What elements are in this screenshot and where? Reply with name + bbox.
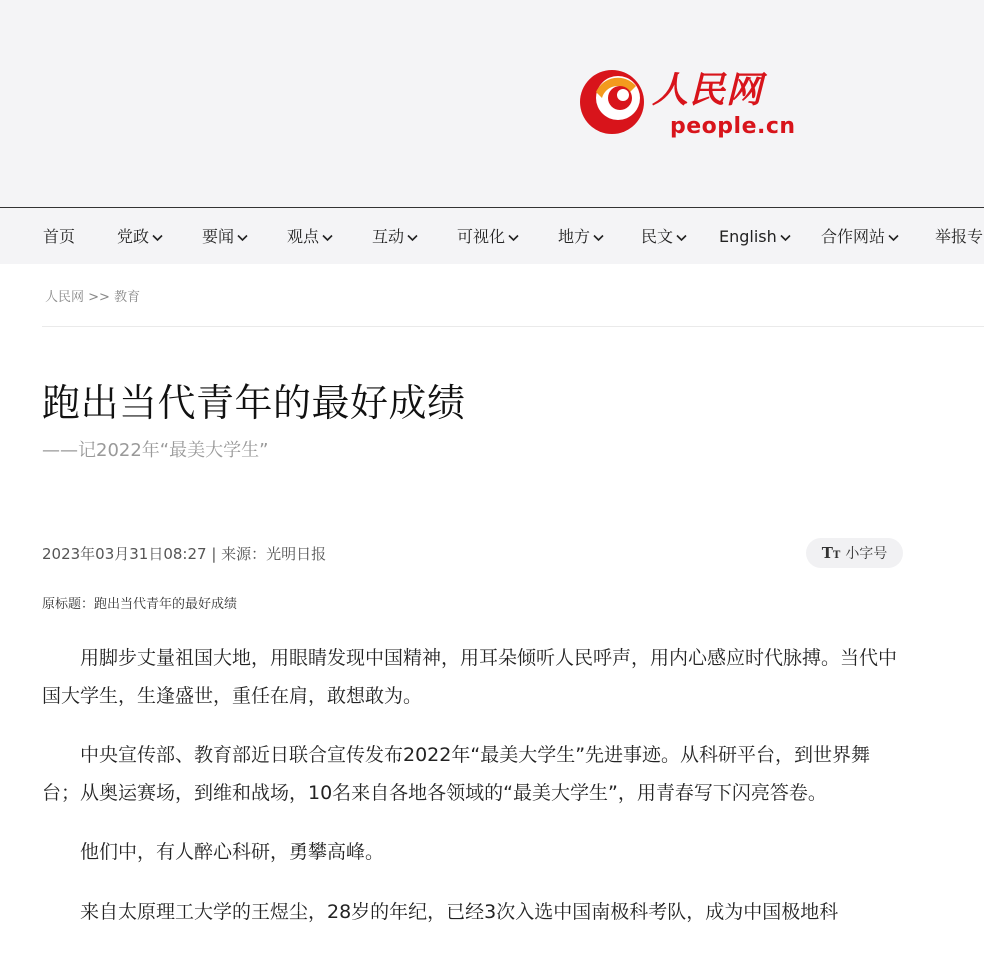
nav-label: 观点 xyxy=(287,227,320,246)
nav-label: 民文 xyxy=(641,227,674,246)
original-title: 原标题：跑出当代青年的最好成绩 xyxy=(42,597,238,612)
article-paragraph: 他们中，有人醉心科研，勇攀高峰。 xyxy=(80,841,385,863)
site-header xyxy=(0,0,984,207)
chevron-down-icon xyxy=(780,234,791,242)
people-logo[interactable] xyxy=(576,60,796,140)
main-nav xyxy=(0,207,984,264)
chevron-down-icon xyxy=(676,234,687,242)
logo-emblem-icon xyxy=(576,64,650,138)
nav-label: 要闻 xyxy=(202,227,235,246)
article-paragraph: 中央宣传部、教育部近日联合宣传发布2022年“最美大学生”先进事迹。从科研平台，到世界舞台；从奥运赛场，到维和战场，10名来自各地各领域的“最美大学生”，用青春写下闪亮答卷。 xyxy=(42,744,871,804)
nav-item-local[interactable] xyxy=(558,208,604,264)
nav-label: 举报专 xyxy=(935,227,984,246)
font-size-button[interactable] xyxy=(806,538,903,568)
article-meta: 2023年03月31日08:27 | 来源：光明日报 xyxy=(42,545,327,563)
breadcrumb-home-link[interactable]: 人民网 xyxy=(45,290,85,305)
nav-item-home[interactable] xyxy=(43,208,75,264)
article-subtitle: ——记2022年“最美大学生” xyxy=(42,440,269,461)
nav-item-news[interactable] xyxy=(202,208,248,264)
nav-label: 地方 xyxy=(558,227,591,246)
nav-label: English xyxy=(719,227,777,246)
chevron-down-icon xyxy=(593,234,604,242)
article-body xyxy=(42,640,904,953)
chevron-down-icon xyxy=(152,234,163,242)
nav-item-visual[interactable] xyxy=(457,208,519,264)
chevron-down-icon xyxy=(322,234,333,242)
text-size-icon: TT xyxy=(821,544,841,562)
nav-item-report[interactable] xyxy=(935,208,983,264)
chevron-down-icon xyxy=(508,234,519,242)
nav-item-opinion[interactable] xyxy=(287,208,333,264)
nav-label: 首页 xyxy=(43,227,76,246)
chevron-down-icon xyxy=(237,234,248,242)
logo-text-en: people.cn xyxy=(670,114,796,139)
nav-item-ethnic[interactable] xyxy=(641,208,687,264)
chevron-down-icon xyxy=(888,234,899,242)
breadcrumb-separator: >> xyxy=(88,290,110,305)
nav-item-english[interactable] xyxy=(719,208,791,264)
nav-label: 互动 xyxy=(372,227,405,246)
article-paragraph: 来自太原理工大学的王煜尘，28岁的年纪，已经3次入选中国南极科考队，成为中国极地科 xyxy=(80,900,839,923)
nav-label: 合作网站 xyxy=(821,227,886,246)
article-title: 跑出当代青年的最好成绩 xyxy=(42,381,466,425)
chevron-down-icon xyxy=(407,234,418,242)
article-paragraph: 用脚步丈量祖国大地，用眼睛发现中国精神，用耳朵倾听人民呼声，用内心感应时代脉搏。当代中国大学生，生逢盛世，重任在肩，敢想敢为。 xyxy=(42,647,898,707)
breadcrumb xyxy=(45,286,140,305)
font-size-label: 小字号 xyxy=(845,546,888,562)
logo-text-cn: 人民网 xyxy=(652,69,764,111)
nav-label: 可视化 xyxy=(457,227,506,246)
nav-item-partners[interactable] xyxy=(821,208,899,264)
nav-item-party[interactable] xyxy=(117,208,163,264)
breadcrumb-section-link[interactable]: 教育 xyxy=(114,290,141,305)
header-divider xyxy=(42,326,984,327)
nav-item-interaction[interactable] xyxy=(372,208,418,264)
nav-label: 党政 xyxy=(117,227,150,246)
